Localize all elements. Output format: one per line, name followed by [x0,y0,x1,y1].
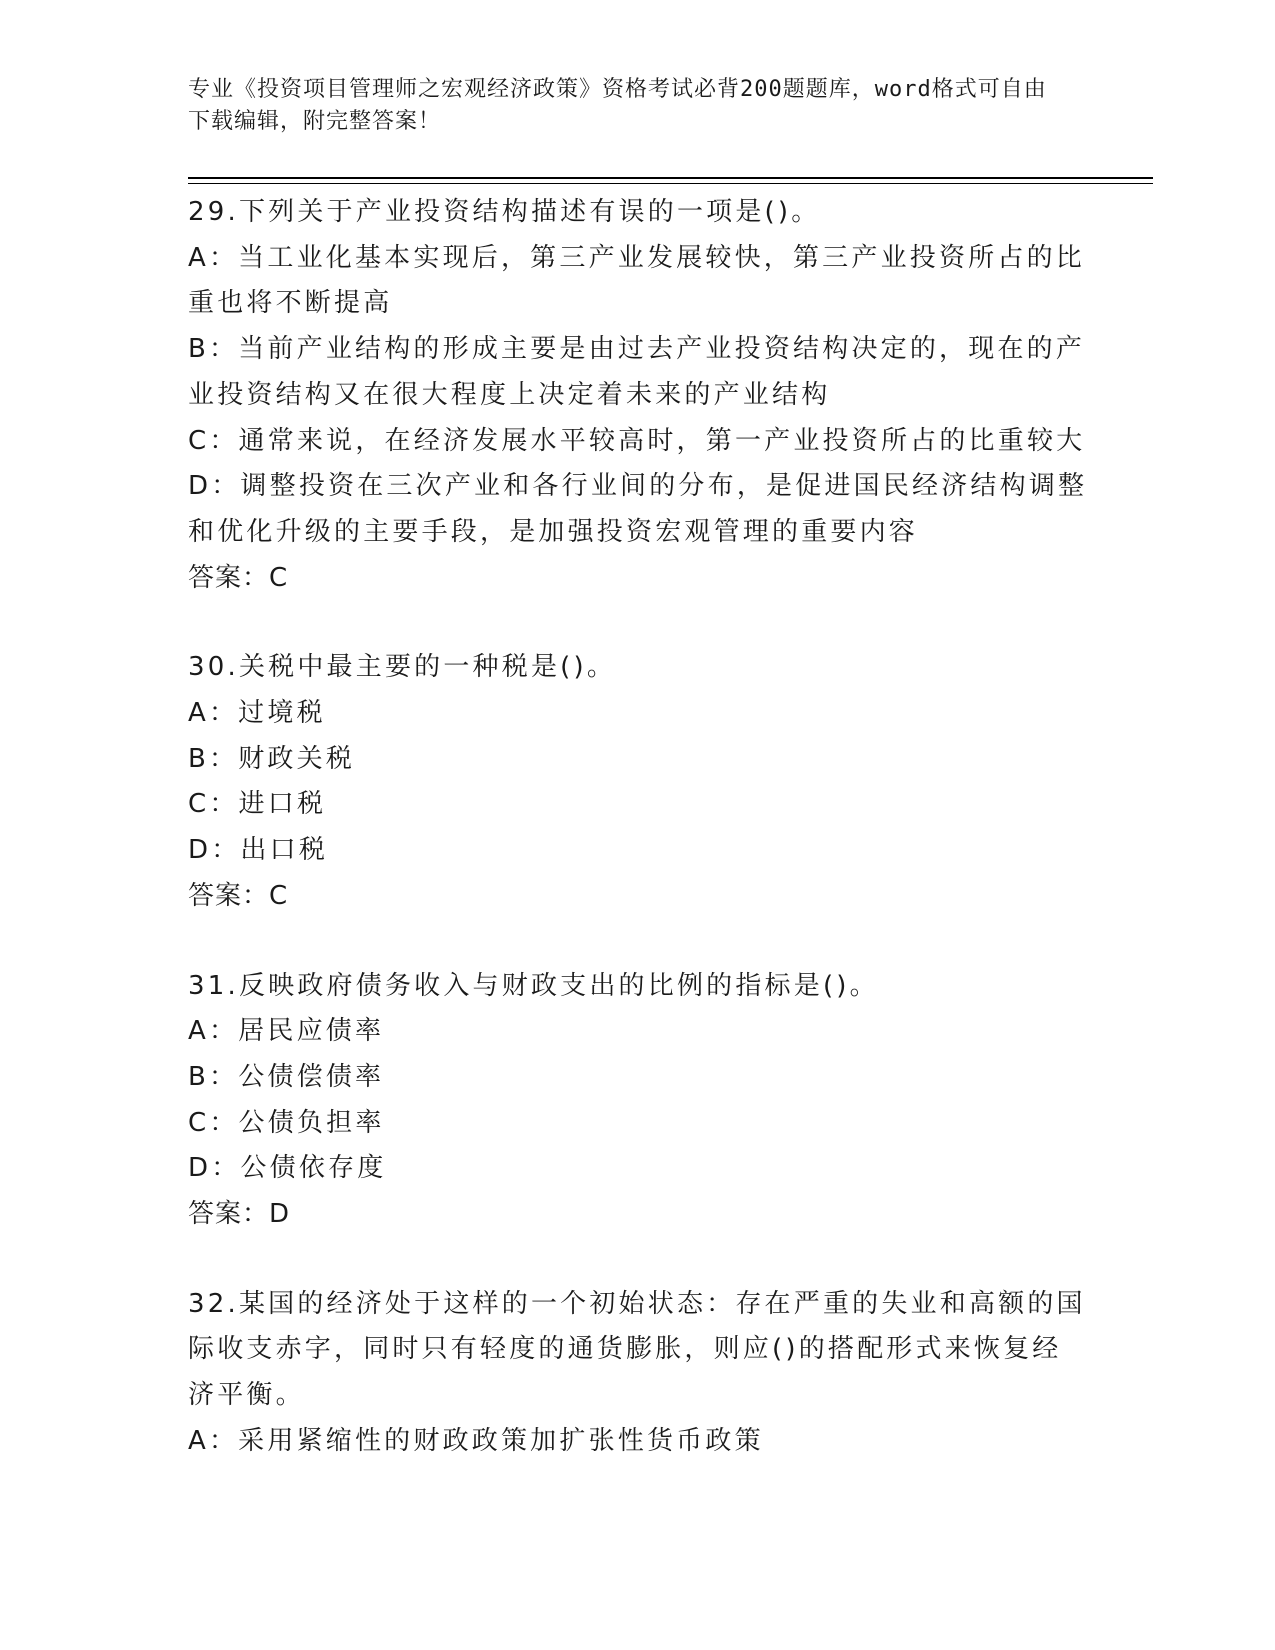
question-stem: 29.下列关于产业投资结构描述有误的一项是()。 [188,197,821,227]
answer: 答案：C [188,562,289,593]
question-list [188,190,1088,1509]
question-31 [188,964,1088,1238]
option-d: D：公债依存度 [188,1153,387,1184]
option-a: A：居民应债率 [188,1016,385,1047]
question-32 [188,1282,1088,1465]
header-divider-thick [188,177,1153,179]
option-a: A：当工业化基本实现后，第三产业发展较快，第三产业投资所占的比重也将不断提高 [188,242,1085,319]
answer: 答案：D [188,1199,291,1230]
question-stem: 31.反映政府债务收入与财政支出的比例的指标是()。 [188,970,879,1001]
option-c: C：通常来说，在经济发展水平较高时，第一产业投资所占的比重较大 [188,425,1086,456]
option-b: B：公债偿债率 [188,1061,385,1092]
option-a: A：过境税 [188,698,326,729]
question-30 [188,645,1088,919]
option-a: A：采用紧缩性的财政政策加扩张性货币政策 [188,1425,764,1456]
question-stem: 32.某国的经济处于这样的一个初始状态：存在严重的失业和高额的国际收支赤字，同时只有轻度的通货膨胀，则应()的搭配形式来恢复经济平衡。 [188,1288,1086,1411]
header-divider-thin [188,183,1153,184]
question-stem: 30.关税中最主要的一种税是()。 [188,652,617,683]
option-d: D：调整投资在三次产业和各行业间的分布，是促进国民经济结构调整和优化升级的主要手段，是加强投资宏观管理的重要内容 [188,471,1088,547]
option-c: C：公债负担率 [188,1107,385,1138]
document-header: 专业《投资项目管理师之宏观经济政策》资格考试必背200题题库，word格式可自由下载编辑，附完整答案！ [188,77,1047,134]
question-29 [188,190,1088,601]
option-b: B：当前产业结构的形成主要是由过去产业投资结构决定的，现在的产业投资结构又在很大程度上决定着未来的产业结构 [188,334,1086,410]
option-d: D：出口税 [188,835,329,866]
option-c: C：进口税 [188,789,327,820]
answer: 答案：C [188,880,289,911]
option-b: B：财政关税 [188,743,356,774]
